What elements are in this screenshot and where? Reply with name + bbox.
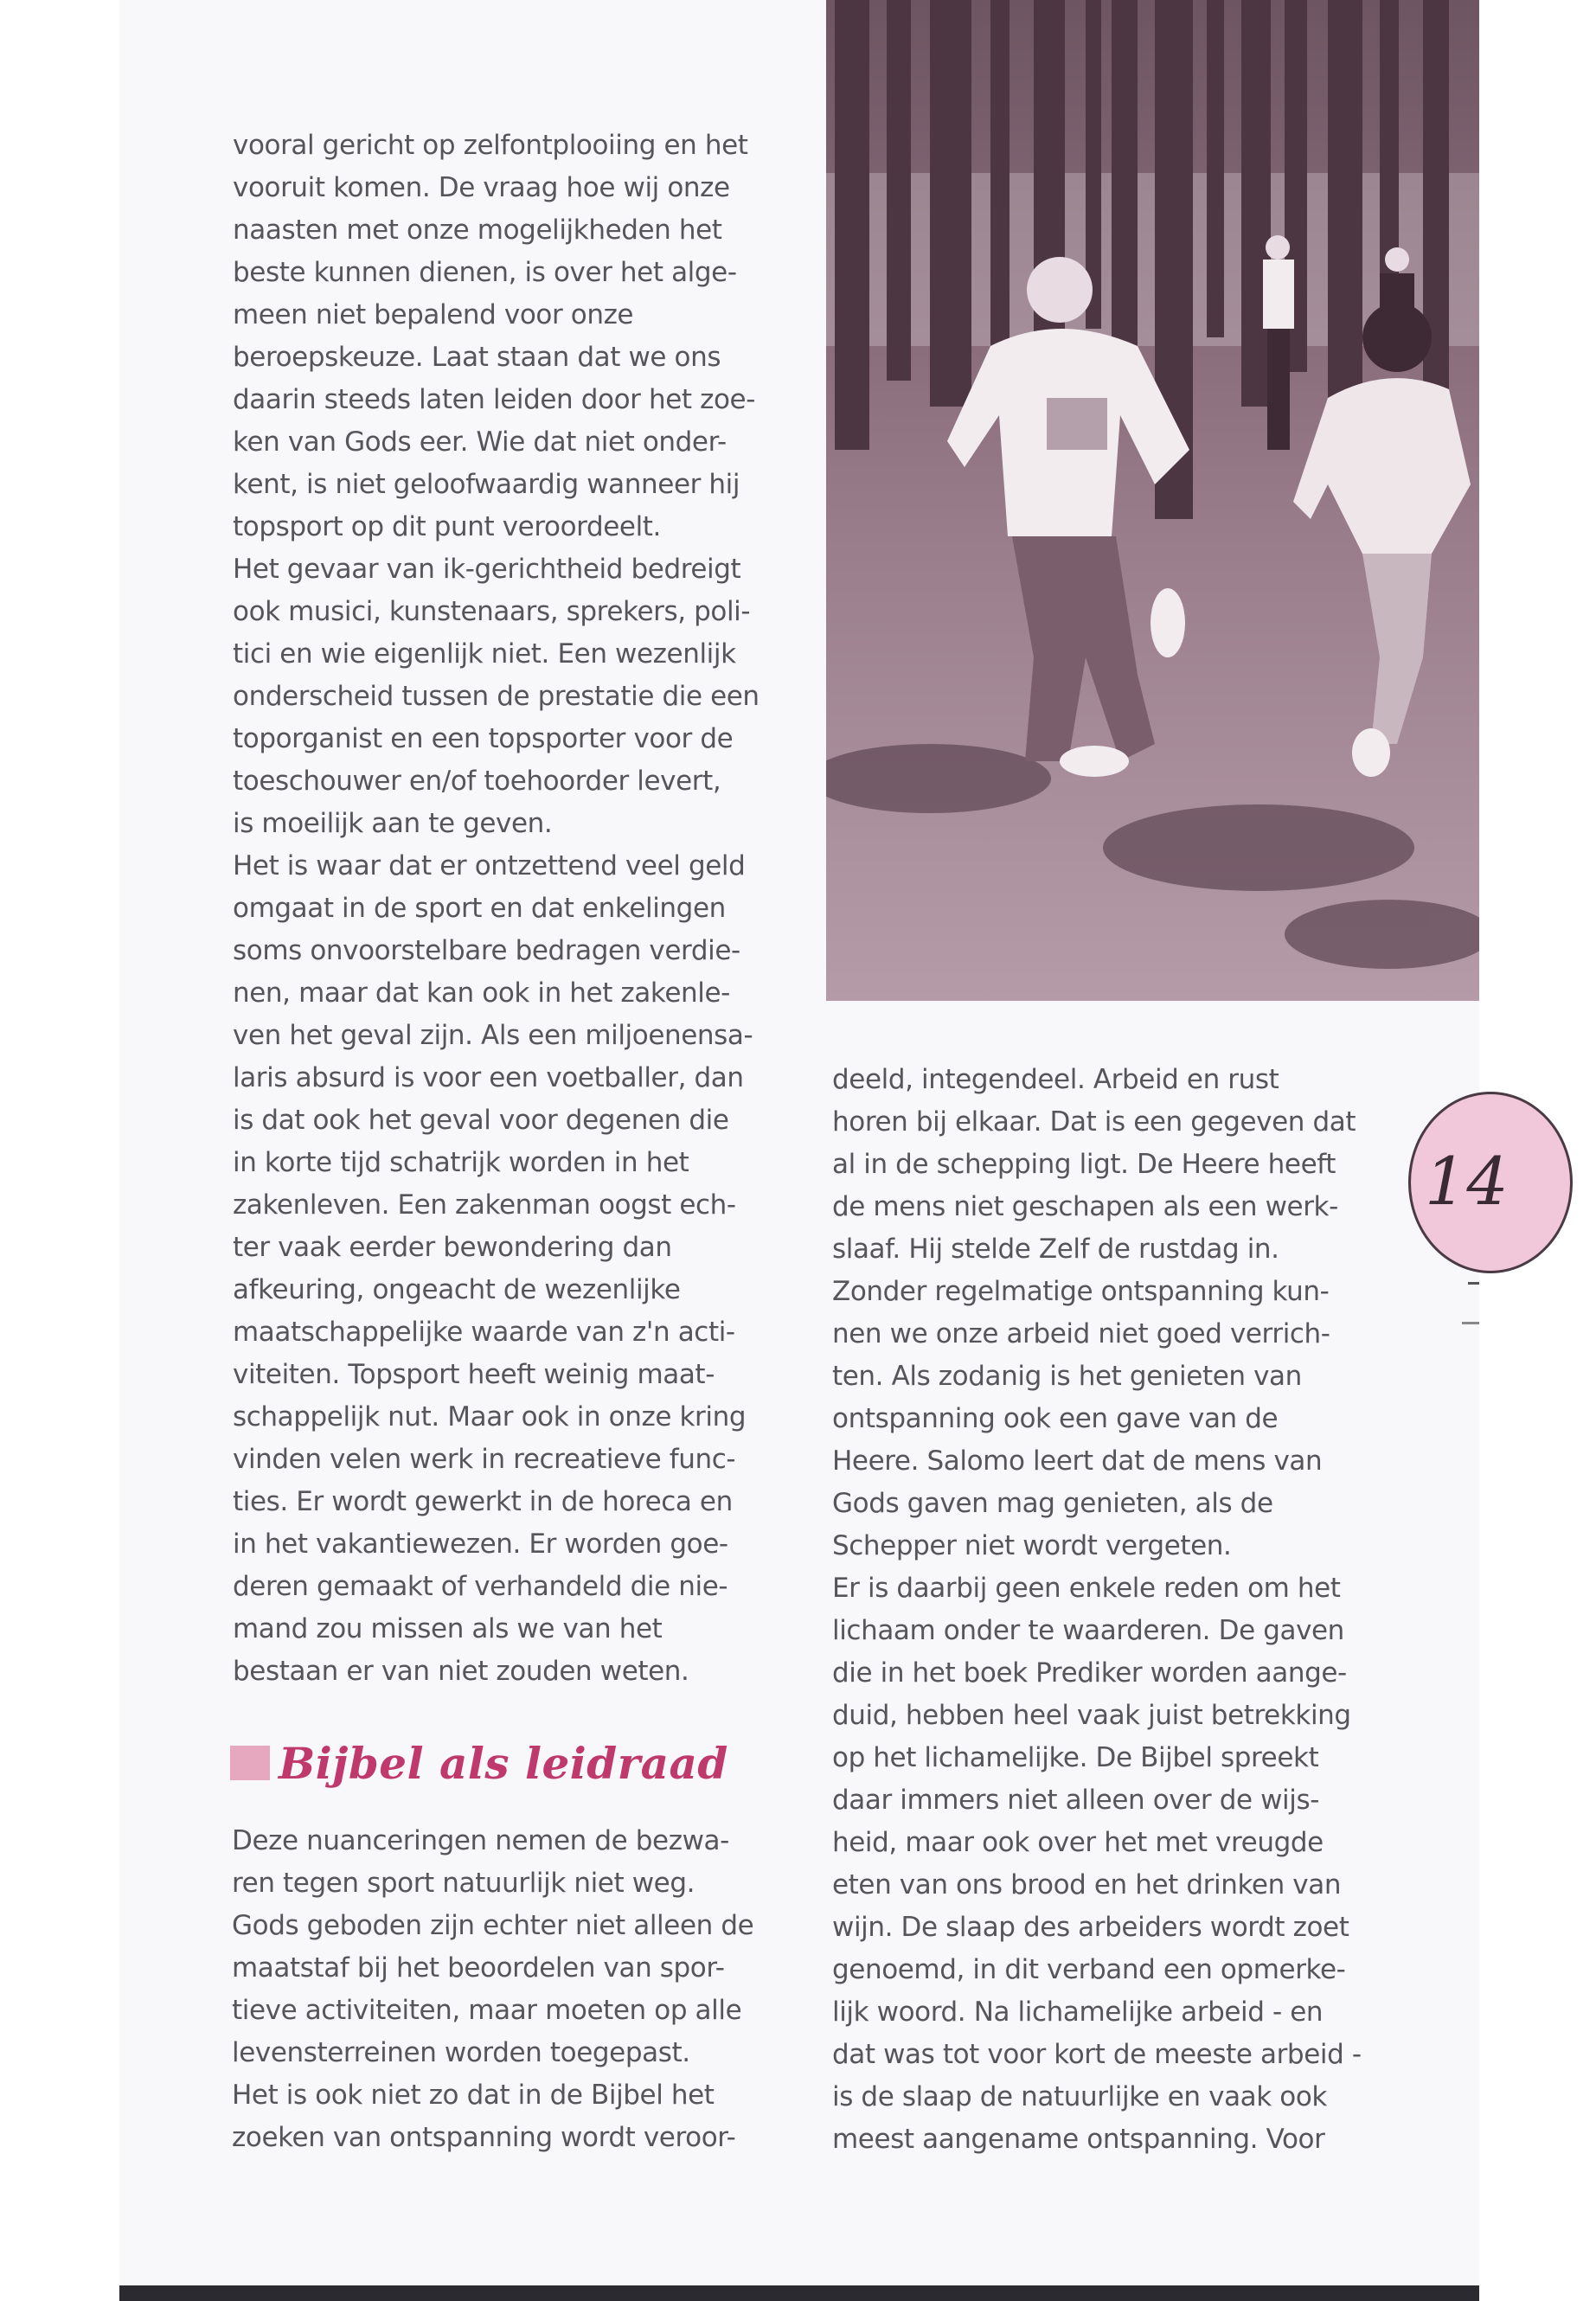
text-line: ties. Er wordt gewerkt in de horeca en: [233, 1486, 733, 1517]
text-line: Heere. Salomo leert dat de mens van: [832, 1445, 1323, 1477]
text-line: soms onvoorstelbare bedragen verdie-: [233, 935, 740, 966]
text-line: ook musici, kunstenaars, sprekers, poli-: [233, 596, 751, 627]
forest-running-photo: [826, 0, 1479, 1001]
text-line: vooruit komen. De vraag hoe wij onze: [233, 172, 730, 203]
text-line: Zonder regelmatige ontspanning kun-: [832, 1276, 1330, 1307]
text-line: Schepper niet wordt vergeten.: [832, 1530, 1232, 1561]
text-line: is dat ook het geval voor degenen die: [233, 1105, 729, 1136]
text-line: beste kunnen dienen, is over het alge-: [233, 257, 737, 288]
text-line: meen niet bepalend voor onze: [233, 299, 634, 330]
text-line: genoemd, in dit verband een opmerke-: [832, 1954, 1346, 1985]
text-line: Het is waar dat er ontzettend veel geld: [233, 850, 746, 881]
text-line: is de slaap de natuurlijke en vaak ook: [832, 2081, 1327, 2112]
text-line: ten. Als zodanig is het genieten van: [832, 1361, 1302, 1392]
text-line: afkeuring, ongeacht de wezenlijke: [233, 1274, 681, 1305]
text-line: Deze nuanceringen nemen de bezwa-: [232, 1825, 729, 1856]
text-line: ter vaak eerder bewondering dan: [233, 1232, 672, 1263]
text-line: bestaan er van niet zouden weten.: [233, 1656, 689, 1687]
text-line: ven het geval zijn. Als een miljoenensa-: [233, 1020, 753, 1051]
text-column-right: [832, 1059, 1386, 2161]
text-line: daarin steeds laten leiden door het zoe-: [233, 384, 755, 415]
text-line: tieve activiteiten, maar moeten op alle: [232, 1995, 742, 2026]
text-line: heid, maar ook over het met vreugde: [832, 1827, 1324, 1858]
text-line: toeschouwer en/of toehoorder levert,: [233, 766, 721, 797]
text-line: beroepskeuze. Laat staan dat we ons: [233, 342, 721, 373]
text-line: dat was tot voor kort de meeste arbeid -: [832, 2039, 1362, 2070]
text-column-left: [233, 125, 786, 1693]
text-line: onderscheid tussen de prestatie die een: [233, 681, 760, 712]
text-line: daar immers niet alleen over de wijs-: [832, 1785, 1320, 1816]
text-line: in het vakantiewezen. Er worden goe-: [233, 1529, 728, 1560]
text-line: viteiten. Topsport heeft weinig maat-: [233, 1359, 715, 1390]
text-line: naasten met onze mogelijkheden het: [233, 215, 722, 246]
text-line: laris absurd is voor een voetballer, dan: [233, 1062, 744, 1093]
text-line: ren tegen sport natuurlijk niet weg.: [232, 1868, 695, 1899]
text-line: lichaam onder te waarderen. De gaven: [832, 1615, 1344, 1646]
photo-illustration: [826, 0, 1479, 1001]
text-line: al in de schepping ligt. De Heere heeft: [832, 1149, 1336, 1180]
text-line: Het is ook niet zo dat in de Bijbel het: [232, 2080, 715, 2111]
text-line: deren gemaakt of verhandeld die nie-: [233, 1571, 728, 1602]
text-column-left-continued: [232, 1820, 785, 2159]
text-line: maatschappelijke waarde van z'n acti-: [233, 1317, 735, 1348]
text-line: lijk woord. Na lichamelijke arbeid - en: [832, 1997, 1324, 2028]
text-line: Er is daarbij geen enkele reden om het: [832, 1573, 1341, 1604]
text-line: ken van Gods eer. Wie dat niet onder-: [233, 426, 727, 458]
text-line: maatstaf bij het beoordelen van spor-: [232, 1952, 725, 1984]
text-line: duid, hebben heel vaak juist betrekking: [832, 1700, 1351, 1731]
text-line: zakenleven. Een zakenman oogst ech-: [233, 1189, 736, 1221]
text-line: nen we onze arbeid niet goed verrich-: [832, 1318, 1330, 1349]
page-number-divider: [1468, 1282, 1479, 1285]
page-number: 14: [1425, 1143, 1509, 1220]
text-line: ontspanning ook een gave van de: [832, 1403, 1279, 1434]
text-line: vinden velen werk in recreatieve func-: [233, 1444, 736, 1475]
text-line: is moeilijk aan te geven.: [233, 808, 553, 839]
text-line: nen, maar dat kan ook in het zakenle-: [233, 977, 730, 1009]
text-line: wijn. De slaap des arbeiders wordt zoet: [832, 1912, 1349, 1943]
text-line: schappelijk nut. Maar ook in onze kring: [233, 1401, 747, 1433]
text-line: meest aangename ontspanning. Voor: [832, 2124, 1325, 2155]
text-line: Gods gaven mag genieten, als de: [832, 1488, 1273, 1519]
text-line: omgaat in de sport en dat enkelingen: [233, 893, 726, 924]
text-line: slaaf. Hij stelde Zelf de rustdag in.: [832, 1234, 1279, 1265]
text-line: Gods geboden zijn echter niet alleen de: [232, 1910, 754, 1941]
heading-text: Bijbel als leidraad: [279, 1737, 728, 1789]
text-line: Het gevaar van ik-gerichtheid bedreigt: [233, 554, 741, 585]
text-line: tici en wie eigenlijk niet. Een wezenlijk: [233, 638, 736, 670]
text-line: op het lichamelijke. De Bijbel spreekt: [832, 1742, 1319, 1773]
text-line: zoeken van ontspanning wordt veroor-: [232, 2122, 736, 2153]
section-heading: [230, 1733, 728, 1793]
text-line: deeld, integendeel. Arbeid en rust: [832, 1064, 1279, 1095]
text-line: in korte tijd schatrijk worden in het: [233, 1147, 689, 1178]
page-number-badge: [1408, 1092, 1573, 1273]
text-line: levensterreinen worden toegepast.: [232, 2037, 690, 2068]
text-line: kent, is niet geloofwaardig wanneer hij: [233, 469, 740, 500]
text-line: toporganist en een topsporter voor de: [233, 723, 734, 754]
heading-square-icon: [230, 1746, 270, 1780]
page-bottom-edge: [119, 2285, 1479, 2301]
page-margin-mark: [1462, 1322, 1479, 1324]
text-line: mand zou missen als we van het: [233, 1613, 663, 1644]
text-line: die in het boek Prediker worden aange-: [832, 1657, 1347, 1689]
text-line: de mens niet geschapen als een werk-: [832, 1191, 1338, 1222]
text-line: eten van ons brood en het drinken van: [832, 1869, 1342, 1900]
text-line: topsport op dit punt veroordeelt.: [233, 511, 661, 542]
text-line: horen bij elkaar. Dat is een gegeven dat: [832, 1106, 1356, 1138]
text-line: vooral gericht op zelfontplooiing en het: [233, 130, 748, 161]
